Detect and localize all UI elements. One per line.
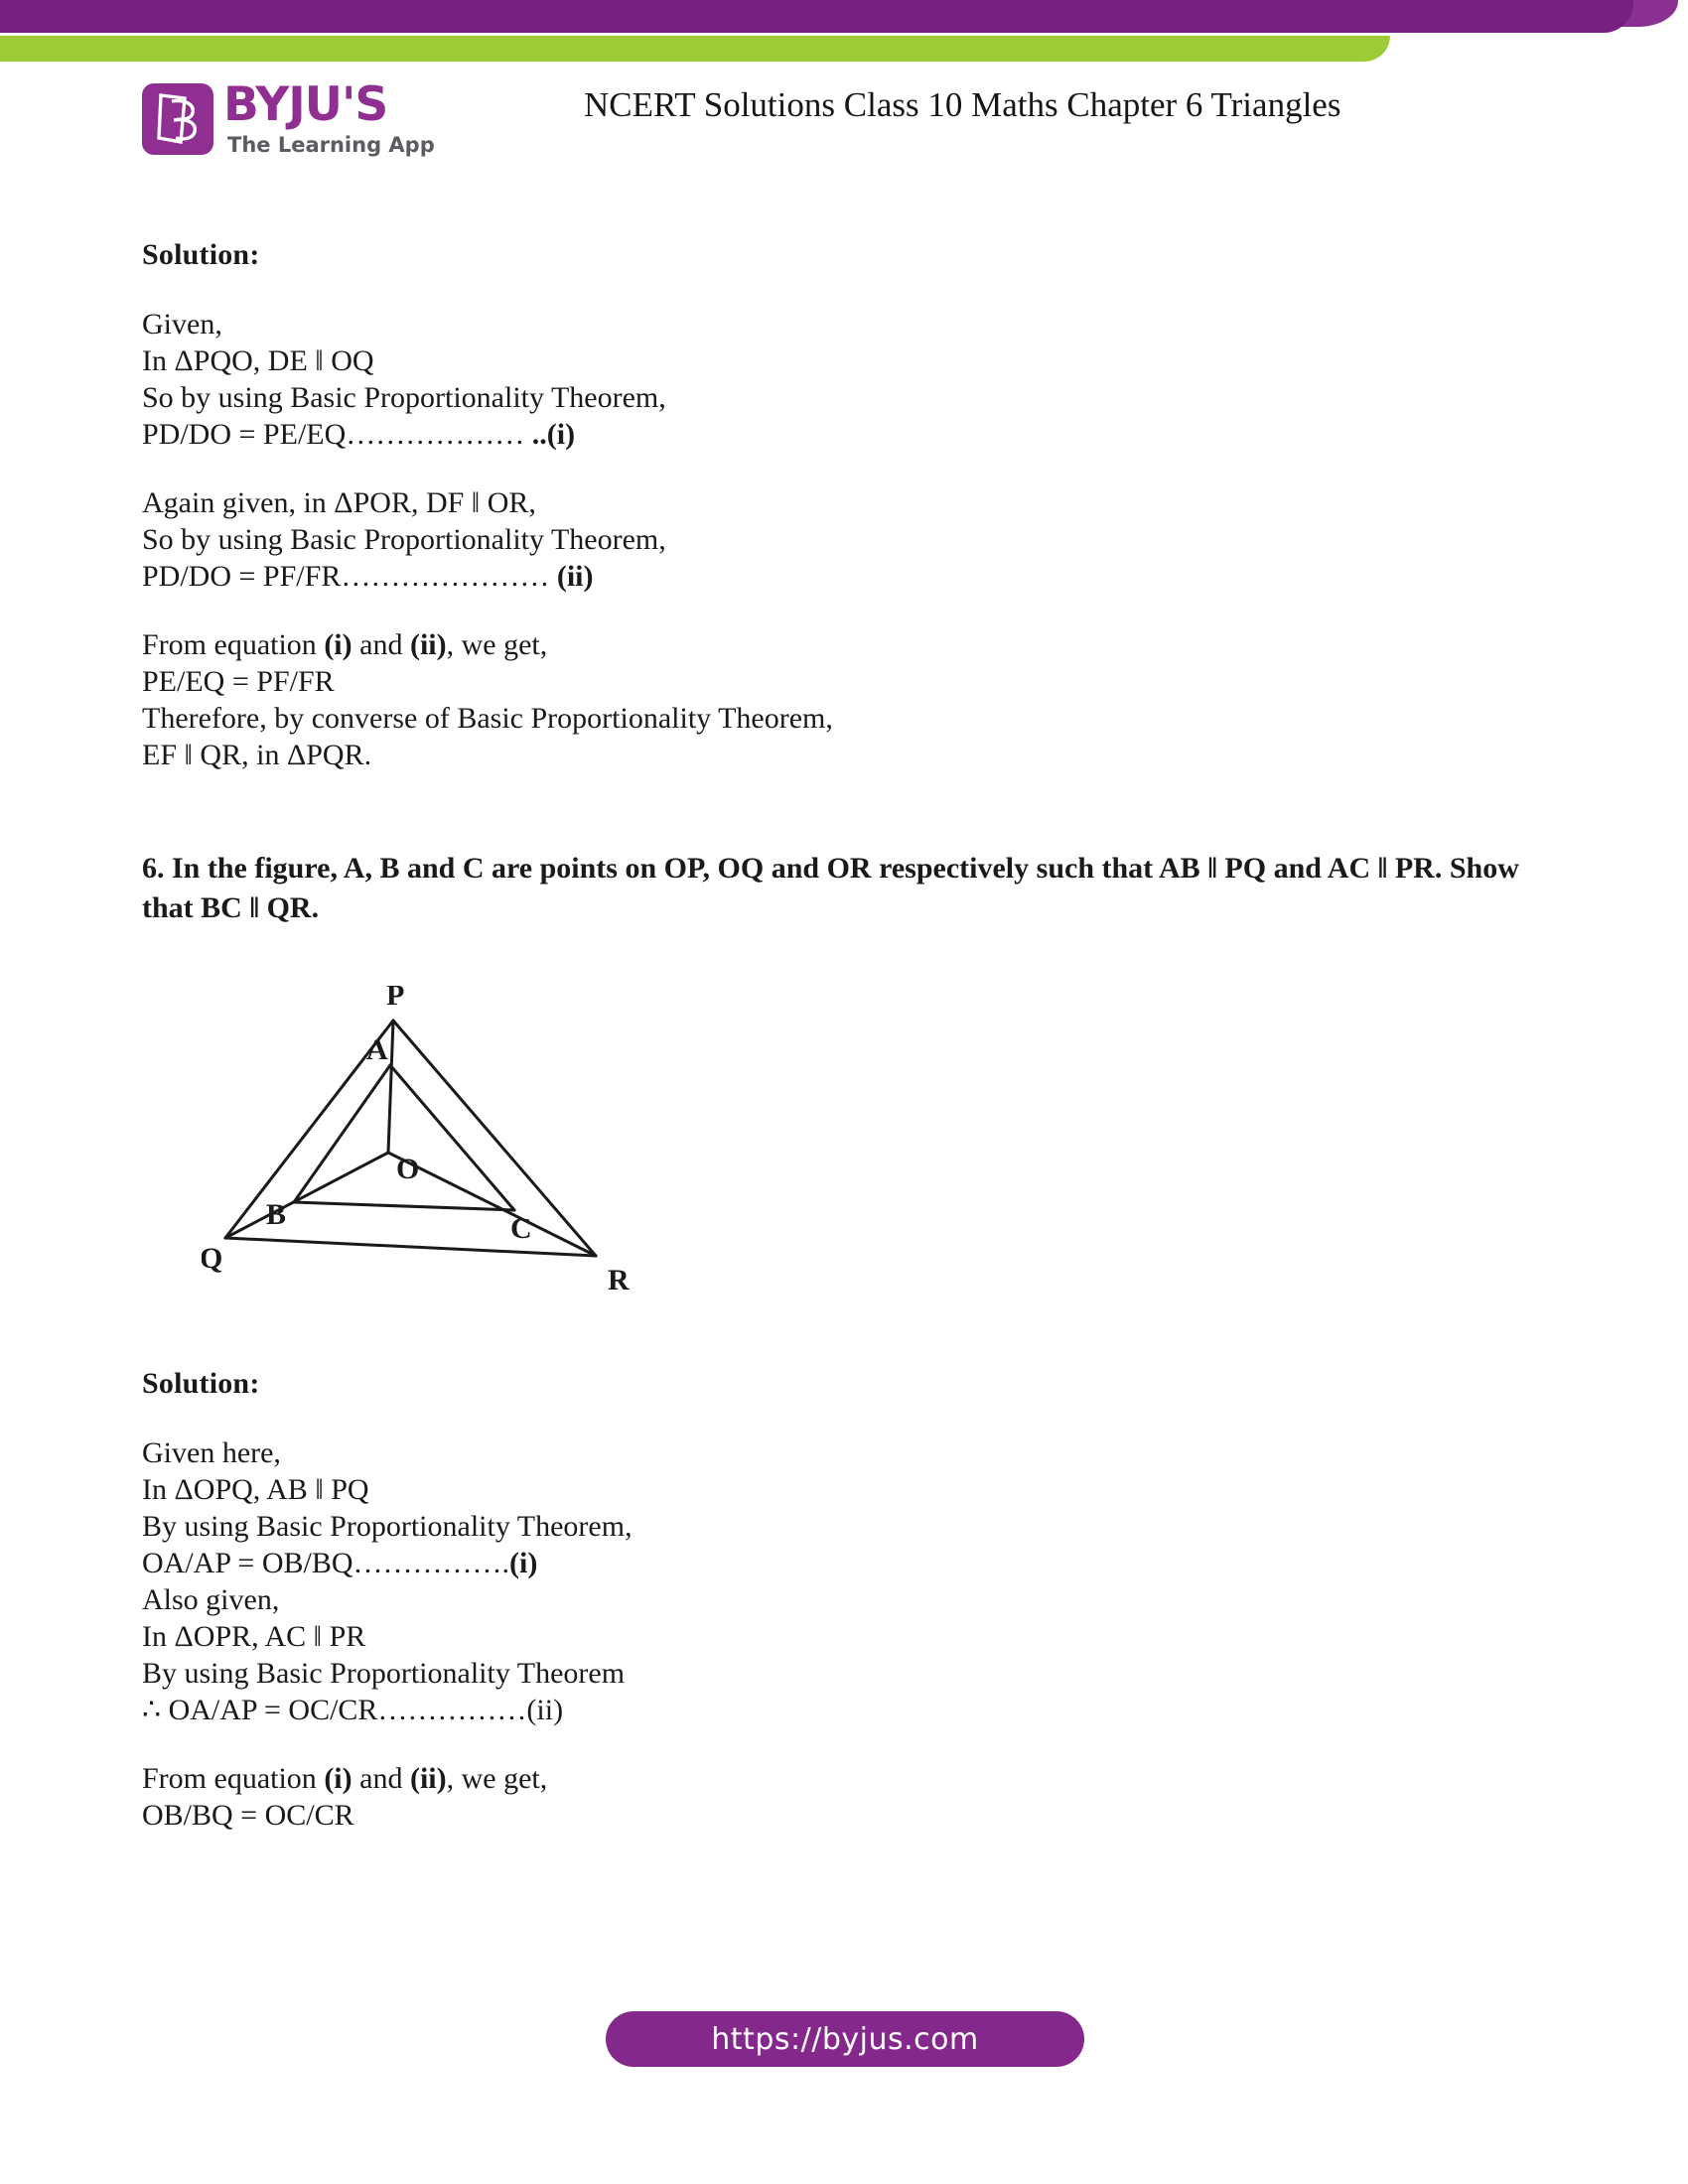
document-body <box>142 238 1552 1834</box>
figure-segment-QR <box>225 1238 596 1256</box>
byjus-url-button[interactable]: https://byjus.com <box>606 2011 1084 2067</box>
solution-1-again-block <box>142 484 1552 595</box>
purple-bar <box>0 0 1633 33</box>
solution-1-equation-1 <box>142 416 1552 453</box>
equation-1-ref: ..(i) <box>531 418 576 451</box>
solution-1-line-3: So by using Basic Proportionality Theorem, <box>142 381 666 414</box>
spacer <box>142 1728 1552 1760</box>
byjus-tagline: The Learning App <box>227 133 435 157</box>
equation-3-text: OA/AP = OB/BQ……………. <box>142 1547 510 1579</box>
conclusion-ref-ii: (ii) <box>409 628 447 661</box>
solution-1-conclusion-block <box>142 626 1552 773</box>
solution-2-line-1: Given here, <box>142 1436 281 1469</box>
figure-label-b: B <box>266 1198 287 1231</box>
byjus-wordmark: BYJU'S <box>223 77 388 132</box>
solution-2-equation-1 <box>142 1545 1552 1581</box>
solution-1-conclusion-line <box>142 626 1552 663</box>
solution-1-line-4: Again given, in ΔPOR, DF ‖ OR, <box>142 486 536 519</box>
figure-segment-BC <box>294 1202 514 1210</box>
page-header <box>0 62 1688 196</box>
conclusion2-suffix: , we get, <box>446 1762 548 1795</box>
solution-1-heading: Solution: <box>142 238 260 271</box>
equation-3-ref: (i) <box>509 1547 538 1579</box>
conclusion2-ref-ii: (ii) <box>409 1762 447 1795</box>
solution-2-heading: Solution: <box>142 1367 260 1400</box>
spacer <box>142 773 1552 849</box>
question-6-text: 6. In the figure, A, B and C are points on OP, OQ and OR respectively such that AB ‖ PQ and AC ‖ PR. Show that BC ‖ QR. <box>142 852 1519 924</box>
solution-1-line-2: In ΔPQO, DE ‖ OQ <box>142 344 374 377</box>
solution-2-line-2: In ΔOPQ, AB ‖ PQ <box>142 1473 369 1506</box>
figure-label-p: P <box>386 986 405 1012</box>
solution-1-line-1: Given, <box>142 308 222 341</box>
equation-2-text: PD/DO = PF/FR………………… <box>142 560 557 593</box>
solution-2-line-6: By using Basic Proportionality Theorem <box>142 1657 626 1690</box>
conclusion-suffix: , we get, <box>446 628 548 661</box>
figure-label-a: A <box>366 1033 388 1066</box>
conclusion-mid: and <box>352 628 410 661</box>
figure-segment-PR <box>393 1021 596 1256</box>
equation-2-ref: (ii) <box>556 560 594 593</box>
solution-2-given-block <box>142 1434 1552 1728</box>
figure-label-q: Q <box>202 1242 223 1275</box>
solution-1-line-5: So by using Basic Proportionality Theorem, <box>142 523 666 556</box>
solution-2-line-4: Also given, <box>142 1583 280 1616</box>
solution-2-conclusion-block <box>142 1760 1552 1834</box>
solution-1-given-block <box>142 306 1552 453</box>
conclusion-prefix: From equation <box>142 628 325 661</box>
byjus-b-logo-icon <box>142 83 213 155</box>
green-bar <box>0 36 1390 62</box>
solution-2-equation-2: ∴ OA/AP = OC/CR……………(ii) <box>142 1694 564 1726</box>
conclusion-ref-i: (i) <box>324 628 352 661</box>
solution-2-line-7: OB/BQ = OC/CR <box>142 1799 354 1832</box>
conclusion2-prefix: From equation <box>142 1762 325 1795</box>
figure-label-r: R <box>608 1264 630 1297</box>
spacer <box>142 1323 1552 1367</box>
conclusion2-mid: and <box>352 1762 410 1795</box>
byjus-logo <box>142 77 440 177</box>
spacer <box>142 595 1552 626</box>
figure-label-o: O <box>396 1153 420 1185</box>
solution-1-equation-2 <box>142 558 1552 595</box>
solution-1-line-8: EF ‖ QR, in ΔPQR. <box>142 739 372 771</box>
figure-triangle-pqr <box>202 986 658 1323</box>
solution-1-line-6: PE/EQ = PF/FR <box>142 665 335 698</box>
solution-2-conclusion-line <box>142 1760 1552 1797</box>
figure-segment-OR <box>388 1153 596 1256</box>
conclusion2-ref-i: (i) <box>324 1762 352 1795</box>
solution-2-line-5: In ΔOPR, AC ‖ PR <box>142 1620 366 1653</box>
figure-label-c: C <box>510 1212 532 1245</box>
spacer <box>142 453 1552 484</box>
equation-1-text: PD/DO = PE/EQ……………… <box>142 418 532 451</box>
page-title: NCERT Solutions Class 10 Maths Chapter 6 Triangles <box>584 85 1341 124</box>
figure-segment-PO <box>388 1021 393 1153</box>
decorative-top-bars <box>0 0 1688 62</box>
solution-1-line-7: Therefore, by converse of Basic Proportionality Theorem, <box>142 702 833 735</box>
solution-2-line-3: By using Basic Proportionality Theorem, <box>142 1510 633 1543</box>
page-footer <box>0 2005 1688 2075</box>
figure-segment-OQ <box>225 1153 388 1238</box>
